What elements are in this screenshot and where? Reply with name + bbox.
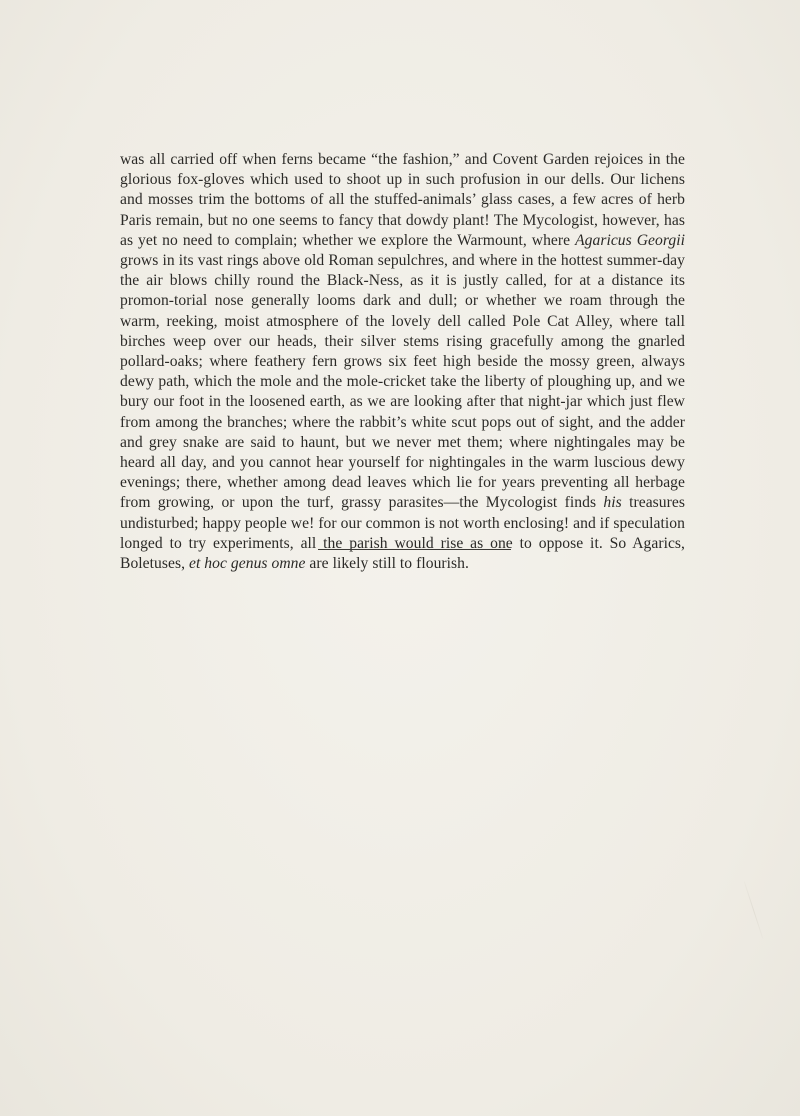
paper-mark — [744, 881, 763, 938]
paragraph-text-part-2: grows in its vast rings above old Roman sepulchres, and where in the hottest summer-day the air blows chilly round the Black-Ness, as it is justly called, for at a distance its promon-torial nose generally looms dark and dull; or whether we roam through the warm, reeking, moist atmosphere of the lovely dell called Pole Cat Alley, where tall birches weep over our heads, their silver stems rising gracefully among the gnarled pollard-oaks; where feathery fern grows six feet high beside the mossy green, always dewy path, which the mole and the mole-cricket take the liberty of ploughing up, and we bury our foot in the loosened earth, as we are looking after that night-jar which just flew from among the branches; where the rabbit’s white scut pops out of sight, and the adder and grey snake are said to haunt, but we never met them; where nightingales may be heard all day, and you cannot hear yourself for nightingales in the warm luscious dewy evenings; there, whether among dead leaves which lie for years preventing all herbage from growing, or upon the turf, grassy parasites—the Mycologist finds — [120, 252, 685, 512]
body-paragraph — [120, 150, 685, 574]
italic-his: his — [603, 494, 622, 512]
paragraph-text-part-3: treasures undisturbed; happy people we! for our common is not worth enclosing! and if speculation longed to try experiments, all the parish would rise as one to oppose it. So Agarics, Boletuses, — [120, 494, 685, 573]
italic-agaricus-georgii: Agaricus Georgii — [575, 231, 685, 249]
paragraph-text-part-4: are likely still to flourish. — [305, 555, 469, 573]
paragraph-text-part-1: was all carried off when ferns became “the fashion,” and Covent Garden rejoices in the glorious fox-gloves which used to shoot up in such profusion in our dells. Our lichens and mosses trim the bottoms of all the stuffed-animals’ glass cases, a few acres of herb Paris remain, but no one seems to fancy that dowdy plant! The Mycologist, however, has as yet no need to complain; whether we explore the Warmount, where — [120, 151, 685, 249]
italic-et-hoc-genus-omne: et hoc genus omne — [189, 555, 306, 573]
section-end-rule — [318, 549, 511, 550]
